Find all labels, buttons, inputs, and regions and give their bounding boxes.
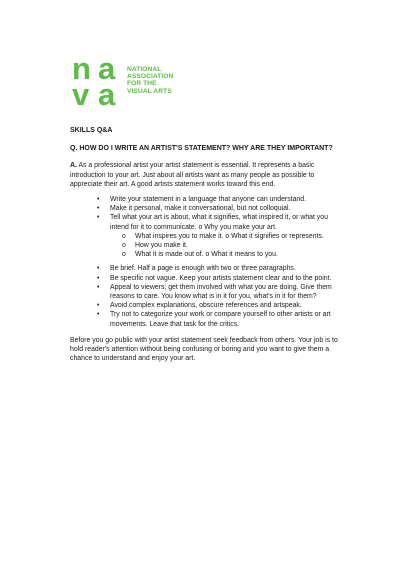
sub-item-text: What inspires you to make it. o What it signifies or represents. — [135, 232, 324, 240]
org-line: VISUAL ARTS — [127, 87, 172, 95]
bullet-glyph: • — [97, 205, 100, 213]
list-item — [70, 283, 342, 301]
sub-bullet-glyph: o — [122, 232, 126, 240]
answer-text: As a professional artist your artist statement is essential. It represents a basic introduction to your art. Just about all artists want as many people as possible to appreciate their art. A good artists statement works toward this end. — [70, 162, 315, 188]
org-line: NATIONAL — [127, 66, 162, 73]
tips-list — [70, 195, 342, 329]
sub-item-text: What it is made out of. o What it means to you. — [135, 251, 278, 259]
section-heading: SKILLS Q&A — [70, 127, 113, 134]
list-item-text: Try not to categorize your work or compare yourself to other artists or art movements. Leave that task for the critics. — [110, 311, 331, 328]
question-heading: Q. HOW DO I WRITE AN ARTIST'S STATEMENT? WHY ARE THEY IMPORTANT? — [70, 145, 333, 153]
bullet-glyph: • — [97, 283, 100, 291]
list-item-text: Appeal to viewers; get them involved with what you are doing. Give them reasons to care. You know what is in it for you, what's in it for them? — [110, 283, 332, 301]
sub-bullet-glyph: o — [122, 242, 126, 250]
sub-bullet-glyph: o — [122, 251, 126, 259]
org-line: FOR THE — [127, 80, 157, 88]
logo-letter-v: v — [72, 77, 90, 109]
sub-item-text: How you make it. — [135, 242, 188, 250]
closing-paragraph: Before you go public with your artist statement seek feedback from others. Your job is to hold reader's attention without being confusing or boring and you want to give them a chance to understand and enjoy your art. — [70, 336, 338, 363]
answer-marker: A. — [70, 162, 77, 170]
list-item — [70, 195, 342, 204]
list-item-text: Tell what your art is about, what it signifies, what inspired it, or what you intend for it to communicate. o Why you make your art. — [110, 214, 328, 231]
sub-list — [110, 232, 342, 260]
list-item — [70, 301, 342, 310]
sub-list-item — [110, 241, 342, 250]
bullet-glyph: • — [97, 265, 100, 273]
list-item — [70, 264, 342, 273]
list-item — [70, 274, 342, 283]
list-item — [70, 213, 342, 259]
document-body — [70, 126, 342, 363]
list-item-text: Be brief. Half a page is enough with two or three paragraphs. — [110, 265, 296, 273]
bullet-glyph: • — [97, 214, 100, 222]
list-item — [70, 310, 342, 328]
answer-paragraph — [70, 161, 342, 189]
nava-letters-graphic — [72, 57, 128, 109]
sub-list-item — [110, 232, 342, 241]
logo-letter-a2: a — [98, 77, 116, 109]
org-line: ASSOCIATION — [127, 73, 174, 81]
sub-list-item — [110, 250, 342, 259]
list-item-text: Avoid complex explanations, obscure references and artspeak. — [110, 302, 302, 310]
list-item-text: Write your statement in a language that anyone can understand. — [110, 196, 306, 204]
list-item-text: Be specific not vague. Keep your artists statement clear and to the point. — [110, 274, 332, 282]
bullet-glyph: • — [97, 311, 100, 319]
list-item-text: Make it personal, make it conversational, but not colloquial. — [110, 205, 291, 213]
logo-letter-n: n — [72, 57, 91, 86]
bullet-glyph: • — [97, 196, 100, 204]
logo-letter-a: a — [98, 57, 116, 86]
list-item — [70, 204, 342, 213]
org-name — [127, 66, 173, 95]
bullet-glyph: • — [97, 274, 100, 282]
bullet-glyph: • — [97, 302, 100, 310]
